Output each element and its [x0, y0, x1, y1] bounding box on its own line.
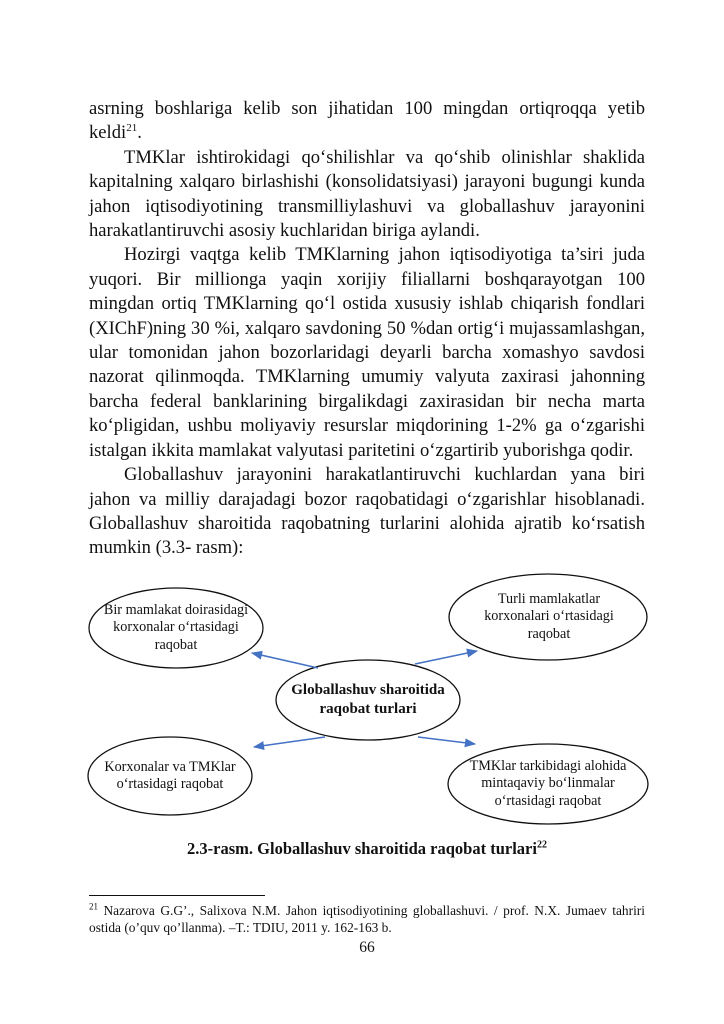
arrow-to-top-right: [415, 651, 477, 664]
paragraph-1: asrning boshlariga kelib son jihatidan 100 mingdan ortiqroqqa yetib keldi$^{21}$.: [89, 98, 645, 144]
node-top-right: Turli mamlakatlar korxonalari o‘rtasidagi raqobat: [484, 590, 614, 642]
arrow-to-bottom-left: [254, 737, 325, 747]
page-number: 66: [359, 939, 375, 956]
footnote-number: 21: [89, 901, 98, 912]
paragraph-3: Hozirgi vaqtga kelib TMKlarning jahon iqtisodiyotiga ta’siri juda yuqori. Bir millionga yaqin xorijiy filiallarni boshqarayotgan 100 mingdan ortiq TMKlarning qo‘l ostida xususiy ishlab chiqarish fondlari (XIChF)ning 30 %i, xalqaro savdoning 50 %dan ortig‘i mujassamlashgan, ular tomonidan jahon bozorlaridagi deyarli barcha xomashyo savdosi nazorat qilinmoqda. TMKlarning umumiy valyuta zaxirasi jahonning barcha federal banklarining birgalikdagi zaxirasidan bir necha marta ko‘pligidan, ushbu moliyaviy resurslar miqdorining 1-2% ga o‘zgarishi istalgan ikkita mamlakat valyutasi paritetini o‘zgartirib yuborishga qodir.: [89, 244, 645, 461]
paragraph-2: TMKlar ishtirokidagi qo‘shilishlar va qo‘shib olinishlar shaklida kapitalning xalqaro birlashishi (konsolidatsiyasi) jarayoni bugungi kunda jahon iqtisodiyotining transmilliylashuvi va globallashuv jarayonini harakatlantiruvchi asosiy kuchlaridan biriga aylandi.: [89, 146, 645, 242]
paragraph-4: Globallashuv jarayonini harakatlantiruvchi kuchlardan yana biri jahon va milliy darajadagi bozor raqobatidagi o‘zgarishlar hisoblanadi. Globallashuv sharoitida raqobatning turlarini alohida ajratib ko‘rsatish mumkin (3.3- rasm):: [89, 464, 645, 559]
node-bottom-left: Korxonalar va TMKlar o‘rtasidagi raqobat: [104, 758, 236, 792]
figure-caption: 2.3-rasm. Globallashuv sharoitida raqobat turlari$^{22}$: [187, 839, 547, 858]
node-bottom-right: TMKlar tarkibidagi alohida mintaqaviy bo‘linmalar o‘rtasidagi raqobat: [469, 757, 627, 809]
node-center: Globallashuv sharoitida raqobat turlari: [291, 682, 445, 717]
caption-footnote-ref[interactable]: 22: [536, 839, 547, 851]
node-top-left: Bir mamlakat doirasidagi korxonalar o‘rtasidagi raqobat: [103, 601, 249, 653]
body-text: [89, 97, 645, 561]
arrow-to-top-left: [252, 653, 318, 668]
footnote: $^{21}$ Nazarova G.G’., Salixova N.M. Jahon iqtisodiyotining globallashuvi. / prof. N.X. Jumaev tahriri ostida (o’quv qo’llanma). –T.: TDIU, 2011 y. 162-163 b.: [89, 901, 645, 935]
arrow-to-bottom-right: [418, 737, 475, 744]
footnote-divider: [89, 895, 265, 896]
footnote-ref[interactable]: 21: [126, 122, 138, 135]
